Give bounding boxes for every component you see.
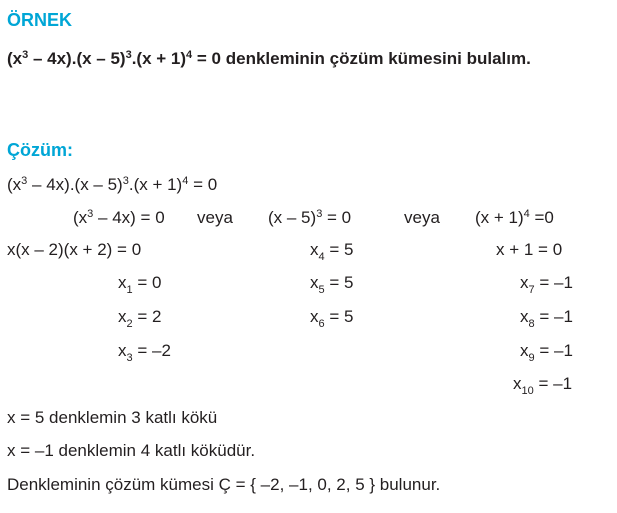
conclusion-line-3: Denkleminin çözüm kümesi Ç = { –2, –1, 0, 2, 5 } bulunur. — [7, 475, 441, 494]
case-part: (x + 1) — [475, 208, 524, 227]
problem-part: .(x + 1) — [131, 49, 187, 68]
root-x2 — [118, 307, 162, 330]
problem-part: = 0 denkleminin çözüm kümesini bulalım. — [192, 49, 531, 68]
exponent: 4 — [523, 208, 530, 220]
root-var: x — [520, 341, 529, 360]
root-index: 2 — [126, 318, 133, 330]
case-1 — [73, 209, 165, 226]
root-value: = –1 — [534, 273, 573, 292]
root-var: x — [310, 307, 319, 326]
root-var: x — [513, 374, 522, 393]
veya-1: veya — [197, 208, 233, 227]
veya-2: veya — [404, 208, 440, 227]
case-3 — [475, 209, 554, 226]
case-part: (x – 5) — [268, 208, 317, 227]
root-index: 10 — [521, 385, 534, 397]
root-value: = –2 — [132, 341, 171, 360]
root-x3 — [118, 341, 171, 364]
case-part: = 0 — [322, 208, 352, 227]
case-part: (x — [73, 208, 88, 227]
root-index: 3 — [126, 352, 133, 364]
linear-equation: x + 1 = 0 — [496, 240, 563, 259]
problem-part: (x — [7, 49, 23, 68]
root-index: 5 — [318, 284, 325, 296]
conclusion-line-1: x = 5 denklemin 3 katlı kökü — [7, 408, 218, 427]
root-x1 — [118, 273, 162, 296]
root-value: = 2 — [132, 307, 162, 326]
equation-part: – 4x).(x – 5) — [27, 175, 123, 194]
problem-part: – 4x).(x – 5) — [28, 49, 126, 68]
root-x8 — [520, 307, 573, 330]
root-value: = 5 — [324, 273, 354, 292]
case-part: – 4x) = 0 — [93, 208, 165, 227]
root-index: 6 — [318, 318, 325, 330]
root-index: 7 — [528, 284, 535, 296]
root-value: = –1 — [533, 374, 573, 393]
root-var: x — [310, 273, 319, 292]
exponent: 3 — [122, 175, 129, 187]
solution-equation — [7, 176, 217, 193]
root-index: 9 — [528, 352, 535, 364]
root-x7 — [520, 273, 573, 296]
case-part: =0 — [529, 208, 554, 227]
solution-heading: Çözüm: — [7, 140, 73, 160]
root-x10 — [513, 374, 573, 397]
root-var: x — [520, 273, 529, 292]
conclusion-line-2: x = –1 denklemin 4 katlı köküdür. — [7, 441, 256, 460]
equation-part: .(x + 1) — [128, 175, 183, 194]
root-var: x — [118, 273, 127, 292]
root-x6 — [310, 307, 354, 330]
root-var: x — [118, 341, 127, 360]
example-heading: ÖRNEK — [7, 10, 73, 30]
exponent: 4 — [182, 175, 189, 187]
exponent: 3 — [22, 49, 29, 61]
root-index: 4 — [318, 251, 325, 263]
root-value: = 5 — [324, 307, 354, 326]
root-x4 — [310, 240, 354, 263]
case-2 — [268, 209, 351, 226]
root-value: = –1 — [534, 341, 573, 360]
root-value: = 0 — [132, 273, 162, 292]
exponent: 3 — [21, 175, 28, 187]
root-value: = 5 — [324, 240, 354, 259]
root-value: = –1 — [534, 307, 573, 326]
root-var: x — [310, 240, 319, 259]
root-index: 8 — [528, 318, 535, 330]
exponent: 3 — [87, 208, 94, 220]
root-x9 — [520, 341, 573, 364]
root-x5 — [310, 273, 354, 296]
exponent: 3 — [316, 208, 323, 220]
equation-part: (x — [7, 175, 22, 194]
exponent: 3 — [125, 49, 132, 61]
root-var: x — [520, 307, 529, 326]
root-var: x — [118, 307, 127, 326]
factored-equation: x(x – 2)(x + 2) = 0 — [7, 240, 142, 259]
root-index: 1 — [126, 284, 133, 296]
exponent: 4 — [186, 49, 193, 61]
equation-part: = 0 — [188, 175, 218, 194]
problem-statement — [7, 50, 531, 67]
